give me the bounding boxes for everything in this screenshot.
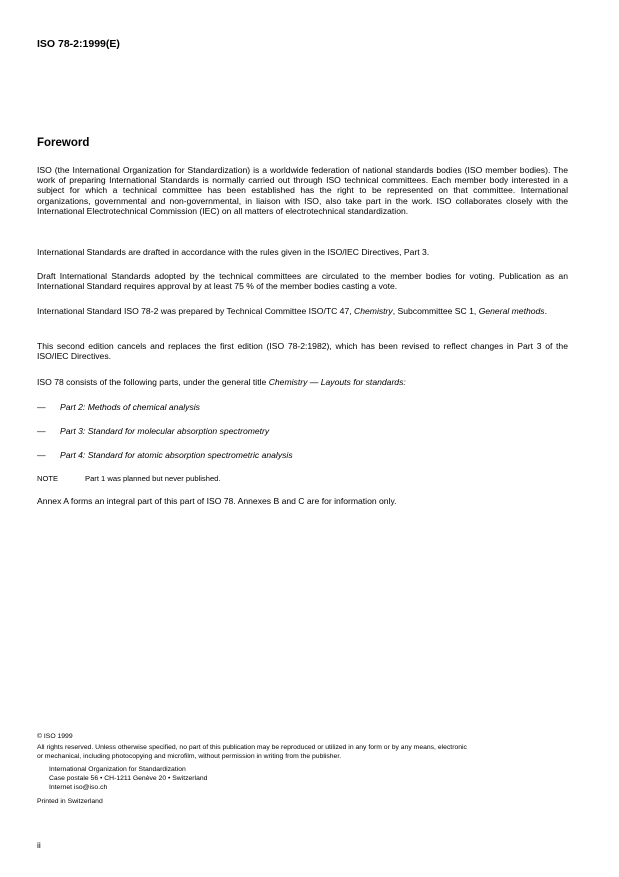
- org-address: Case postale 56 • CH-1211 Genève 20 • Switzerland: [49, 775, 208, 782]
- list-item-text: Part 4: Standard for atomic absorption spectrometric analysis: [60, 450, 293, 460]
- rights-line-1: All rights reserved. Unless otherwise specified, no part of this publication may be reproduced or utilized in any form or by any means, electronic: [37, 744, 467, 751]
- foreword-paragraph-6: [37, 377, 406, 387]
- rights-line-2: or mechanical, including photocopying and microfilm, without permission in writing from the publisher.: [37, 753, 342, 760]
- document-header-id: ISO 78-2:1999(E): [37, 38, 120, 50]
- p4-text-b: , Subcommittee SC 1,: [392, 306, 479, 316]
- list-item-text: Part 3: Standard for molecular absorption spectrometry: [60, 426, 270, 436]
- foreword-paragraph-3: Draft International Standards adopted by the technical committees are circulated to the member bodies for voting. Publication as an International Standard requires approval by at least 75 % of the member bodies casting a vote.: [37, 271, 568, 292]
- p4-text-c: .: [544, 306, 547, 316]
- list-dash: —: [37, 426, 46, 436]
- p6-italic-title: Chemistry — Layouts for standards:: [268, 377, 406, 387]
- copyright-line: © ISO 1999: [37, 733, 73, 740]
- foreword-title: Foreword: [37, 137, 90, 149]
- foreword-paragraph-2: International Standards are drafted in accordance with the rules given in the ISO/IEC Directives, Part 3.: [37, 247, 430, 257]
- printed-in: Printed in Switzerland: [37, 798, 103, 805]
- list-dash: —: [37, 402, 46, 412]
- org-name: International Organization for Standardization: [49, 766, 186, 773]
- list-dash: —: [37, 450, 46, 460]
- note-text: Part 1 was planned but never published.: [85, 474, 221, 483]
- foreword-paragraph-1: ISO (the International Organization for Standardization) is a worldwide federation of national standards bodies (ISO member bodies). The work of preparing International Standards is normally carried out through ISO technical committees. Each member body interested in a subject for which a technical committee has been established has the right to be represented on that committee. International organizations, governmental and non-governmental, in liaison with ISO, also take part in the work. ISO collaborates closely with the International Electrotechnical Commission (IEC) on all matters of electrotechnical standardization.: [37, 165, 568, 216]
- p4-italic-chemistry: Chemistry: [354, 306, 393, 316]
- p4-italic-general-methods: General methods: [478, 306, 545, 316]
- foreword-paragraph-4: [37, 306, 568, 316]
- list-item-text: Part 2: Methods of chemical analysis: [60, 402, 200, 412]
- page-number: ii: [37, 840, 41, 850]
- foreword-paragraph-5: This second edition cancels and replaces the first edition (ISO 78-2:1982), which has been revised to reflect changes in Part 3 of the ISO/IEC Directives.: [37, 341, 568, 362]
- p4-text-a: International Standard ISO 78-2 was prepared by Technical Committee ISO/TC 47,: [37, 306, 355, 316]
- note-label: NOTE: [37, 474, 59, 483]
- p6-text: ISO 78 consists of the following parts, under the general title: [37, 377, 269, 387]
- foreword-paragraph-7: Annex A forms an integral part of this part of ISO 78. Annexes B and C are for information only.: [37, 496, 397, 506]
- org-internet: Internet iso@iso.ch: [49, 784, 108, 791]
